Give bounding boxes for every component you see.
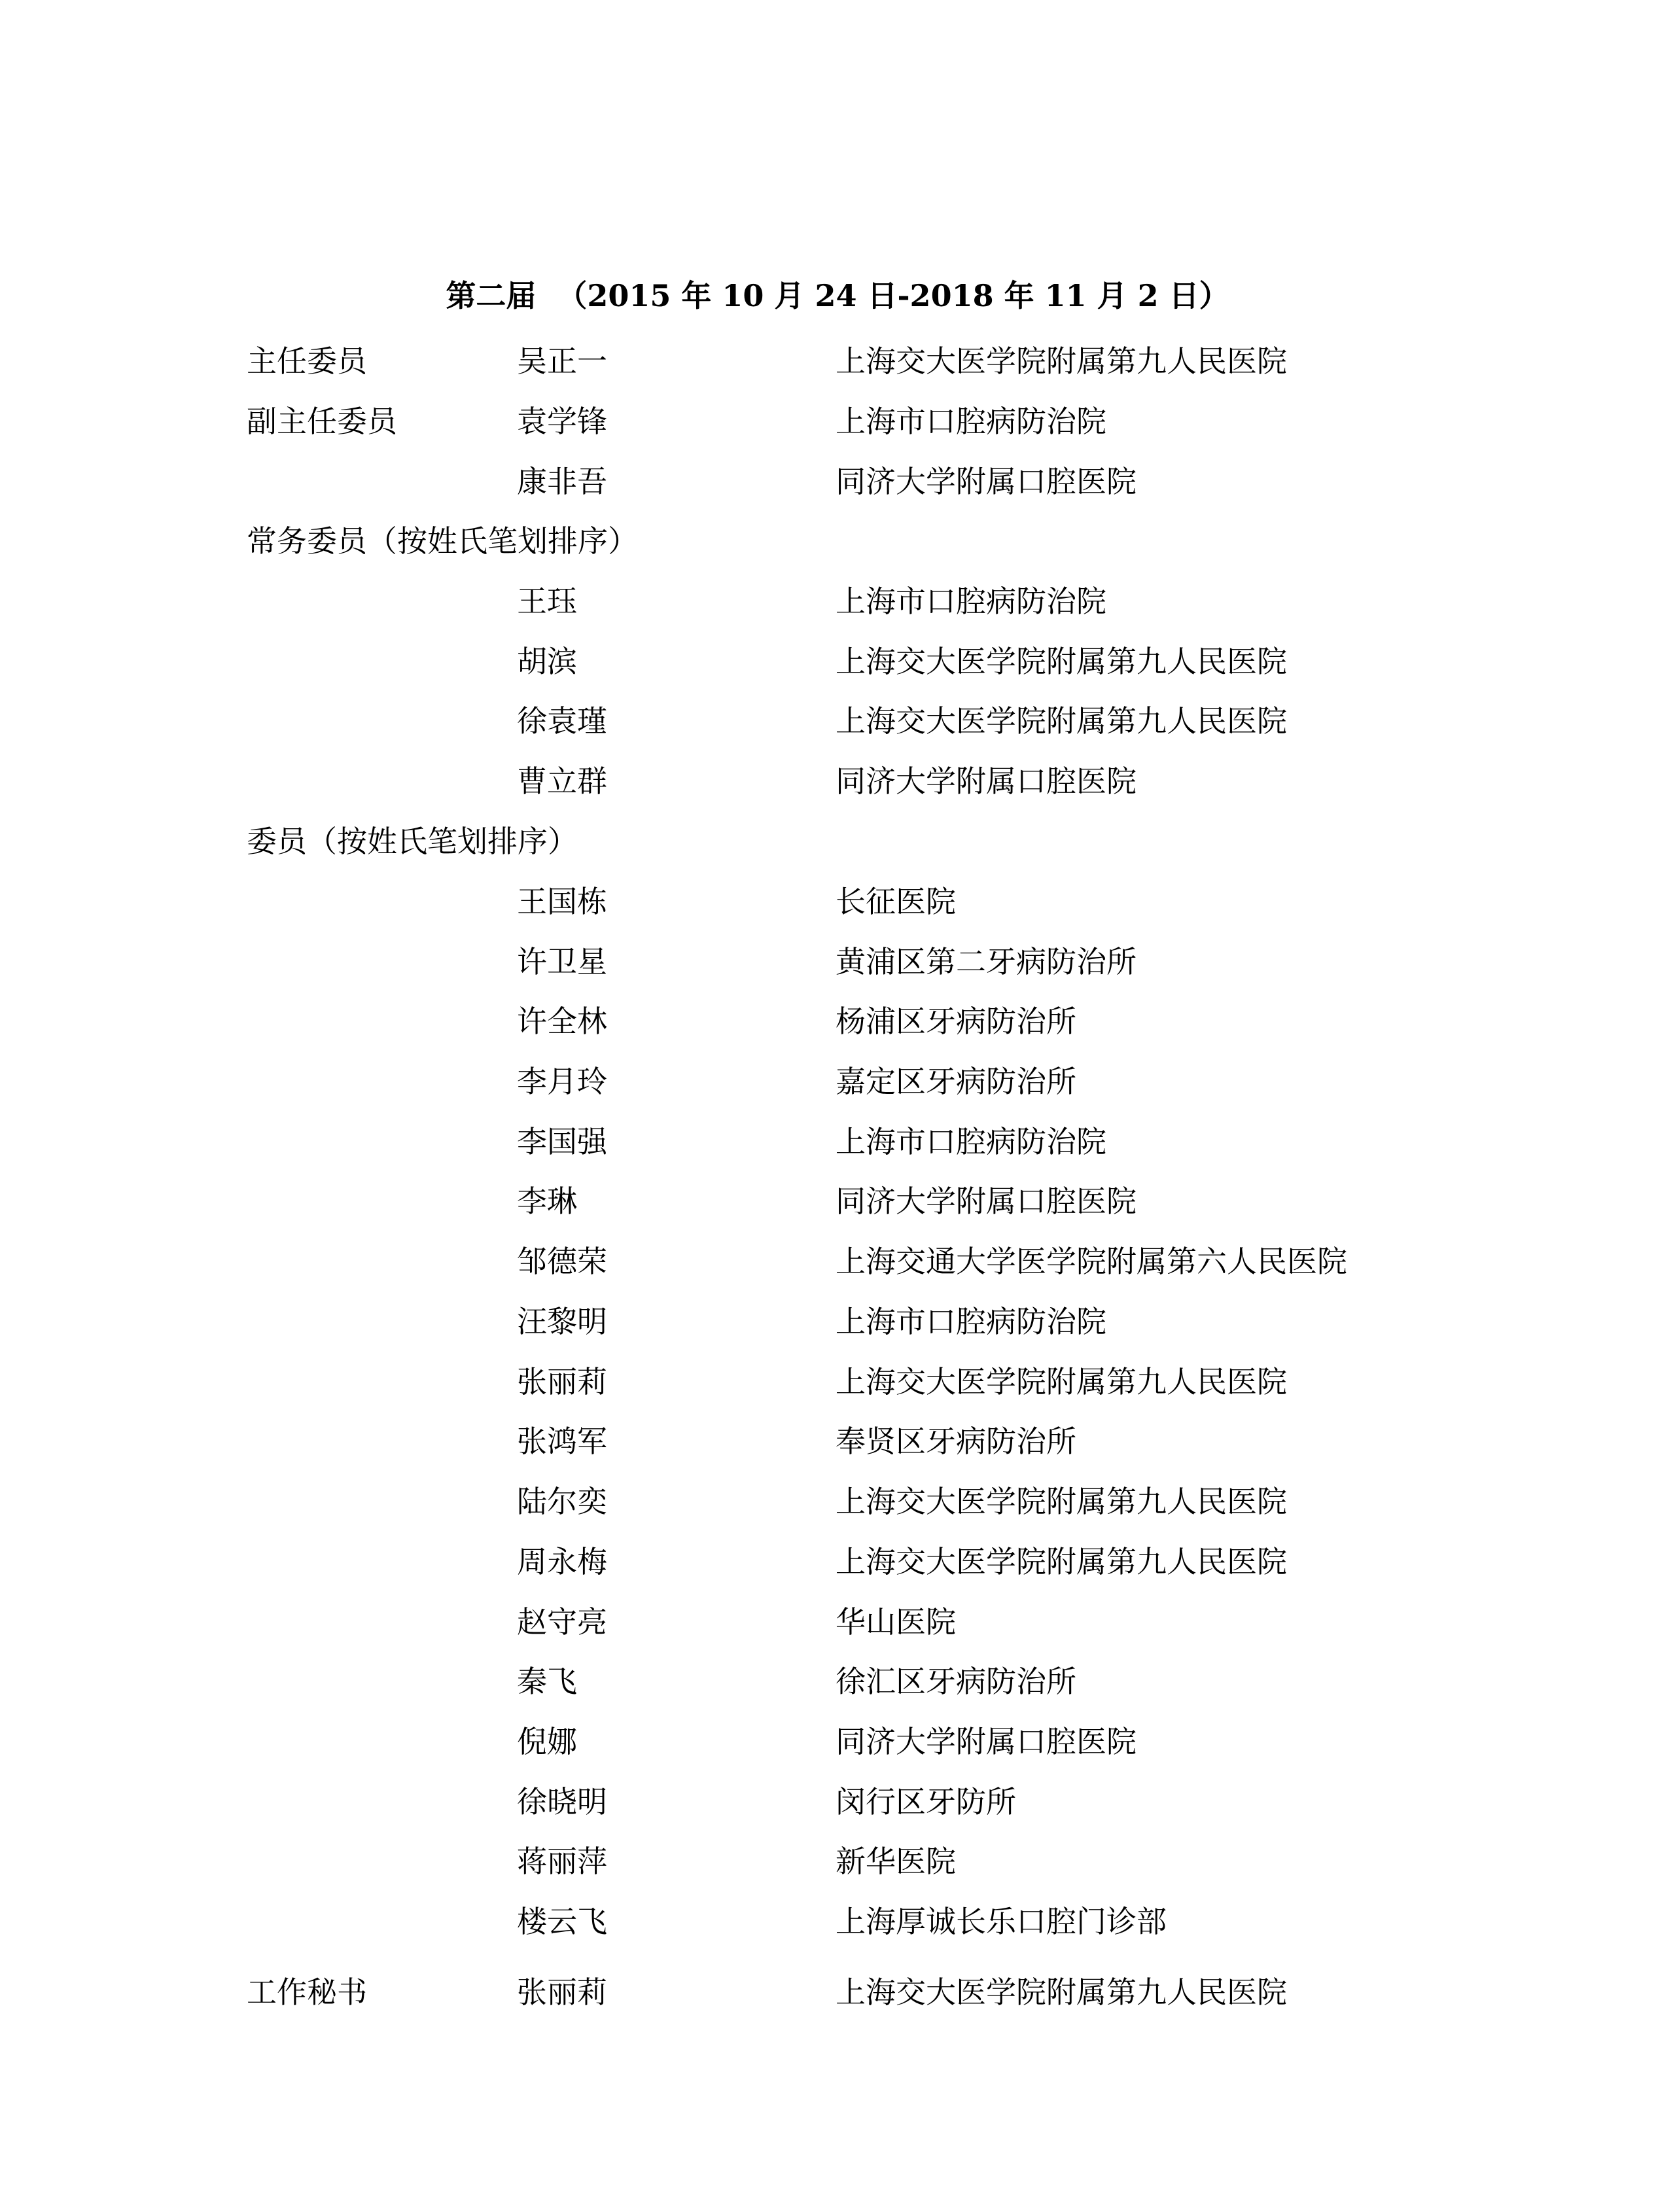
member-org: 奉贤区牙病防治所 [836,1424,1076,1459]
member-name: 李国强 [517,1124,607,1159]
member-name: 许卫星 [517,944,607,979]
member-org: 徐汇区牙病防治所 [836,1664,1076,1699]
member-org: 同济大学附属口腔医院 [836,764,1137,799]
secretary-label: 工作秘书 [247,1975,367,2010]
member-org: 上海交大医学院附属第九人民医院 [836,1364,1287,1399]
member-name: 王珏 [517,584,577,619]
member-name: 胡滨 [517,644,577,679]
member-org: 上海市口腔病防治院 [836,404,1106,439]
member-org: 上海交大医学院附属第九人民医院 [836,1484,1287,1519]
member-name: 张丽莉 [517,1364,607,1399]
member-org: 华山医院 [836,1604,956,1640]
member-org: 上海交大医学院附属第九人民医院 [836,644,1287,679]
member-org: 杨浦区牙病防治所 [836,1004,1076,1039]
member-org: 同济大学附属口腔医院 [836,1184,1137,1219]
member-name: 赵守亮 [517,1604,607,1640]
member-name: 陆尔奕 [517,1484,607,1519]
member-org: 上海市口腔病防治院 [836,1124,1106,1159]
member-name: 徐袁瑾 [517,703,607,739]
member-org: 黄浦区第二牙病防治所 [836,944,1137,979]
member-org: 嘉定区牙病防治所 [836,1064,1076,1099]
member-name: 张鸿军 [517,1424,607,1459]
member-name: 王国栋 [517,884,607,919]
member-name: 袁学锋 [517,404,607,439]
member-name: 许全林 [517,1004,607,1039]
member-org: 上海交大医学院附属第九人民医院 [836,343,1287,379]
member-name: 康非吾 [517,464,607,499]
member-name: 汪黎明 [517,1304,607,1339]
member-org: 上海市口腔病防治院 [836,1304,1106,1339]
committee-label: 委员（按姓氏笔划排序） [247,824,578,859]
member-name: 楼云飞 [517,1904,607,1939]
member-name: 倪娜 [517,1724,577,1759]
member-org: 长征医院 [836,884,956,919]
member-org: 上海交大医学院附属第九人民医院 [836,703,1287,739]
member-name: 曹立群 [517,764,607,799]
member-org: 同济大学附属口腔医院 [836,1724,1137,1759]
member-name: 吴正一 [517,343,607,379]
member-name: 李琳 [517,1184,577,1219]
member-org: 上海厚诚长乐口腔门诊部 [836,1904,1167,1939]
member-name: 张丽莉 [517,1975,607,2010]
member-name: 周永梅 [517,1544,607,1579]
member-org: 上海交大医学院附属第九人民医院 [836,1975,1287,2010]
standing-committee-label: 常务委员（按姓氏笔划排序） [247,523,638,559]
director-label: 主任委员 [247,343,367,379]
member-org: 同济大学附属口腔医院 [836,464,1137,499]
page-title: 第二届 （2015 年 10 月 24 日-2018 年 11 月 2 日） [446,278,1229,313]
member-name: 李月玲 [517,1064,607,1099]
member-org: 上海交通大学医学院附属第六人民医院 [836,1244,1347,1279]
member-name: 徐晓明 [517,1784,607,1819]
vice-director-label: 副主任委员 [247,404,397,439]
member-org: 闵行区牙防所 [836,1784,1016,1819]
member-name: 蒋丽萍 [517,1844,607,1879]
member-org: 上海交大医学院附属第九人民医院 [836,1544,1287,1579]
member-org: 新华医院 [836,1844,956,1879]
member-name: 邹德荣 [517,1244,607,1279]
member-name: 秦飞 [517,1664,577,1699]
member-org: 上海市口腔病防治院 [836,584,1106,619]
